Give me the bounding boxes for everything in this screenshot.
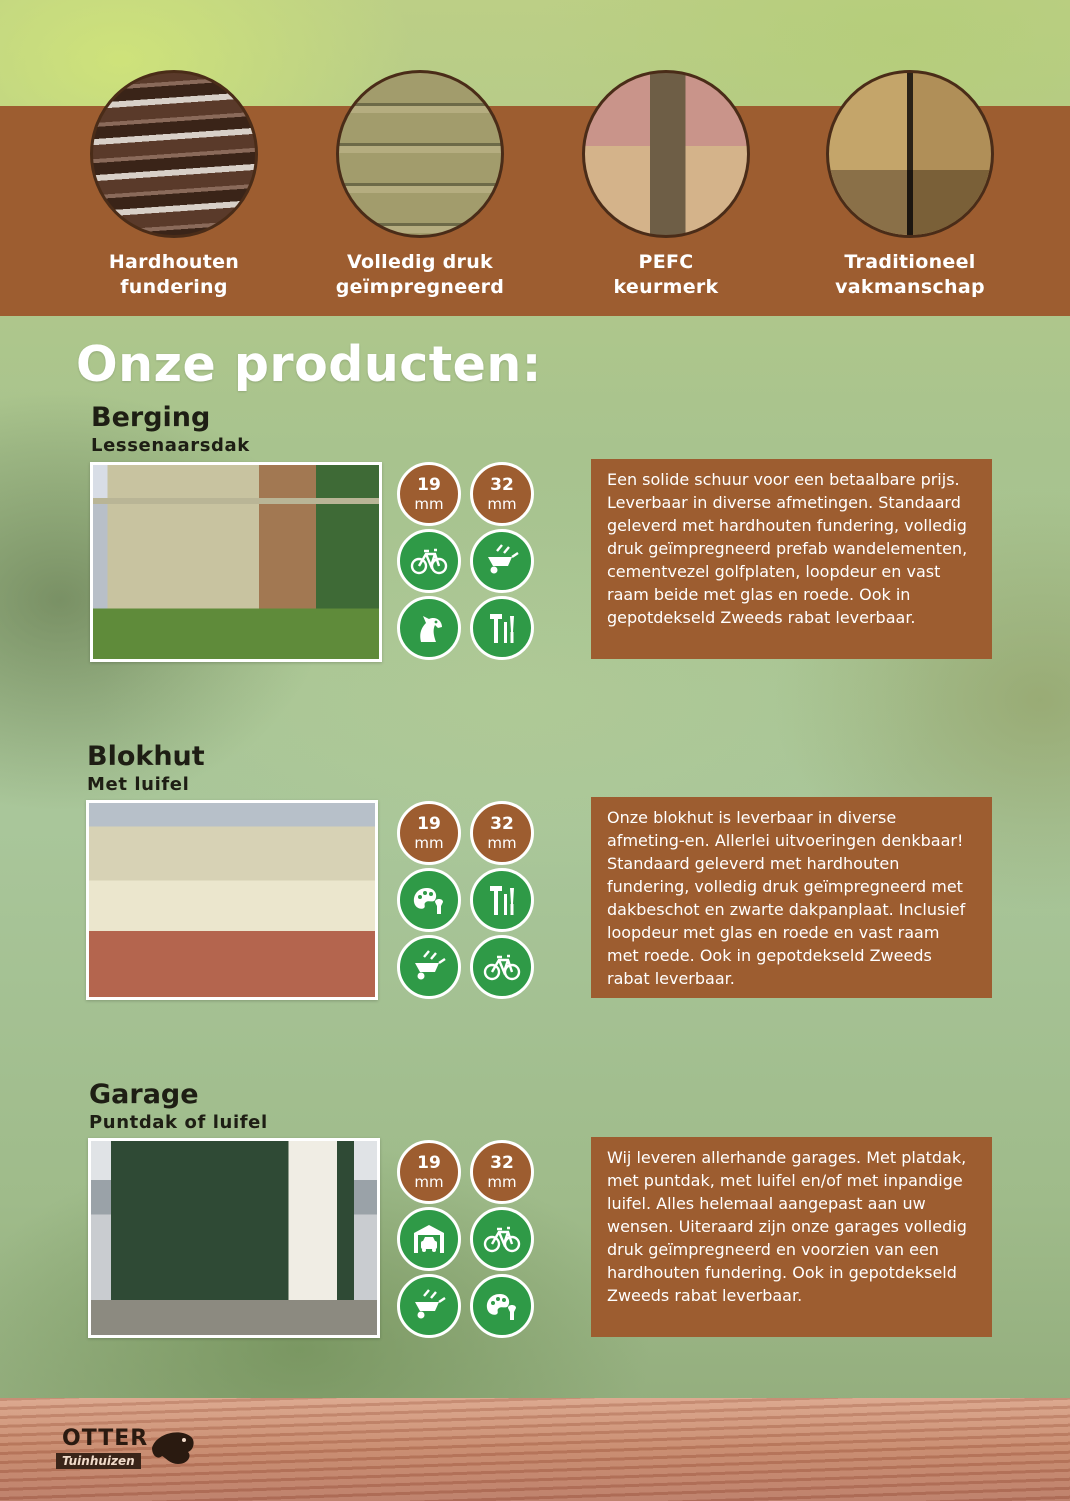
badge-unit: mm [487, 833, 517, 852]
feature-photo [90, 70, 258, 238]
badge-value: 32 [490, 1152, 514, 1173]
bicycle-icon [470, 935, 534, 999]
wheelbarrow-icon [397, 935, 461, 999]
feature-photo [826, 70, 994, 238]
wheelbarrow-icon [397, 1274, 461, 1338]
product-description: Wij leveren allerhande garages. Met platdak, met puntdak, met luifel en/of met inpandige luifel. Alles helemaal aangepast aan uw wensen. Uiteraard zijn onze garages volledig druk geïmpregneerd en voorzien van een hardhouten fundering. Ook in gepotdekseld Zweeds rabat leverbaar. [591, 1137, 992, 1337]
otter-icon [148, 1426, 198, 1470]
product-photo [88, 1138, 380, 1338]
feature-label: PEFC keurmerk [613, 251, 719, 298]
badge-value: 32 [490, 813, 514, 834]
badge-unit: mm [487, 494, 517, 513]
product-title: Blokhut [87, 741, 205, 772]
feature-craftsmanship [810, 70, 1010, 300]
badge-unit: mm [414, 833, 444, 852]
badge-unit: mm [414, 494, 444, 513]
otter-logo [56, 1426, 196, 1476]
thickness-32mm-badge [470, 1140, 534, 1204]
thickness-32mm-badge [470, 801, 534, 865]
art-palette-icon [470, 1274, 534, 1338]
page-title: Onze producten: [76, 336, 542, 393]
feature-label: Traditioneel vakmanschap [835, 251, 985, 298]
badge-value: 19 [417, 474, 441, 495]
badge-value: 32 [490, 474, 514, 495]
feature-label: Volledig druk geïmpregneerd [335, 251, 505, 298]
thickness-19mm-badge [397, 1140, 461, 1204]
feature-photo [582, 70, 750, 238]
product-description: Onze blokhut is leverbaar in diverse afmeting-en. Allerlei uitvoeringen denkbaar! Standaard geleverd met hardhouten fundering, volledig druk geïmpregneerd met dakbeschot en zwarte dakpanplaat. Inclusief loopdeur met glas en roede en vast raam met roede. Ook in gepotdekseld Zweeds rabat leverbaar. [591, 797, 992, 998]
feature-pressure-treated [320, 70, 520, 300]
thickness-19mm-badge [397, 462, 461, 526]
feature-pefc [566, 70, 766, 300]
badge-value: 19 [417, 1152, 441, 1173]
car-garage-icon [397, 1207, 461, 1271]
tools-icon [470, 868, 534, 932]
tools-icon [470, 596, 534, 660]
badge-unit: mm [487, 1172, 517, 1191]
horse-icon [397, 596, 461, 660]
product-title: Berging [91, 402, 211, 433]
product-subtitle: Met luifel [87, 774, 190, 795]
bicycle-icon [470, 1207, 534, 1271]
feature-label: Hardhouten fundering [108, 251, 240, 298]
wheelbarrow-icon [470, 529, 534, 593]
badge-unit: mm [414, 1172, 444, 1191]
bicycle-icon [397, 529, 461, 593]
product-photo [86, 800, 378, 1000]
product-subtitle: Lessenaarsdak [91, 435, 250, 456]
logo-name: OTTER [62, 1426, 149, 1451]
feature-photo [336, 70, 504, 238]
product-title: Garage [89, 1079, 199, 1110]
thickness-19mm-badge [397, 801, 461, 865]
badge-value: 19 [417, 813, 441, 834]
logo-tagline: Tuinhuizen [56, 1453, 141, 1469]
art-palette-icon [397, 868, 461, 932]
feature-hardwood-foundation [74, 70, 274, 300]
product-description: Een solide schuur voor een betaalbare prijs. Leverbaar in diverse afmetingen. Standaard geleverd met hardhouten fundering, volledig druk geïmpregneerd prefab wandelementen, cementvezel golfplaten, loopdeur en vast raam beide met glas en roede. Ook in gepotdekseld Zweeds rabat leverbaar. [591, 459, 992, 659]
footer-wood-strip [0, 1398, 1070, 1501]
product-subtitle: Puntdak of luifel [89, 1112, 268, 1133]
thickness-32mm-badge [470, 462, 534, 526]
product-photo [90, 462, 382, 662]
